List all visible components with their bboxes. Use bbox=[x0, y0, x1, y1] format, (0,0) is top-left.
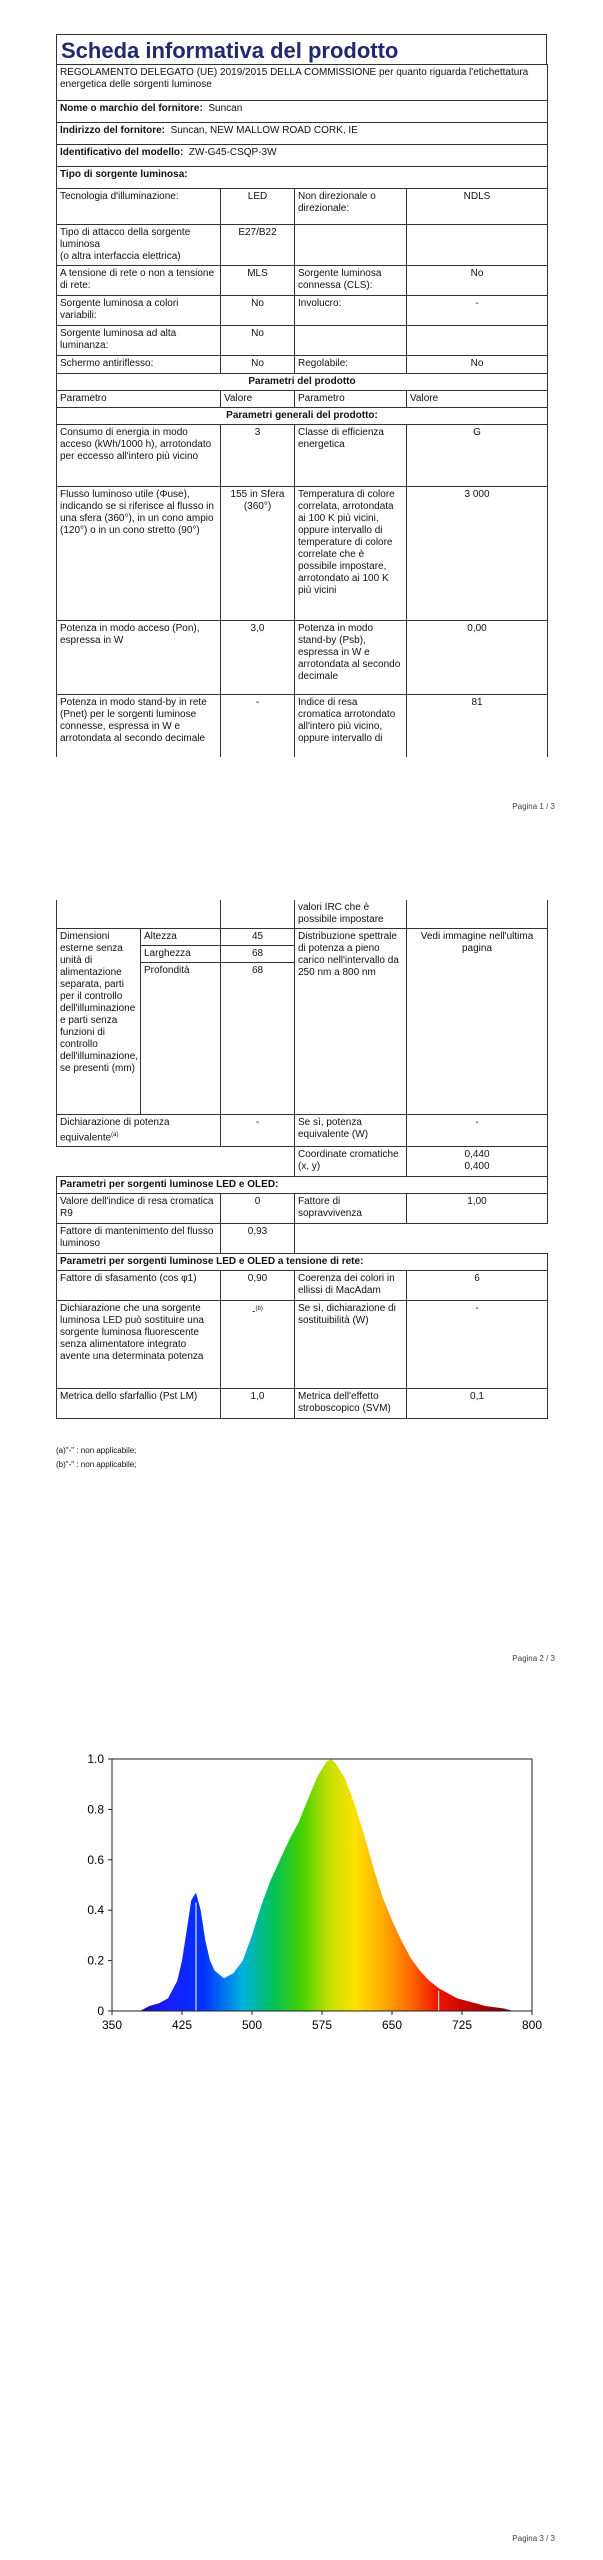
x-tick-label: 500 bbox=[241, 2018, 263, 2032]
chroma-cell bbox=[407, 1147, 548, 1177]
x-tick-label: 725 bbox=[451, 2018, 473, 2032]
retrofit-cell bbox=[221, 1301, 295, 1389]
maint-label: Fattore di mantenimento del flusso luminoso bbox=[57, 1224, 221, 1254]
spd-value: Vedi immagine nell'ultima pagina bbox=[407, 929, 548, 1115]
chroma-label: Coordinate cromatiche (x, y) bbox=[295, 1147, 407, 1177]
high-lum-value: No bbox=[221, 326, 295, 356]
dims-label: Dimensioni esterne senza unità di alimentazione separata, parti per il controllo dell'illuminazione e parti senza funzioni di controllo dell'illuminazione, se presenti (mm) bbox=[57, 929, 141, 1115]
eq-power-w-label: Se sì, potenza equivalente (W) bbox=[295, 1115, 407, 1147]
width-value: 68 bbox=[221, 946, 295, 963]
cct-value: 3 000 bbox=[407, 487, 548, 621]
cap-label: Tipo di attacco della sorgente luminosa bbox=[60, 227, 191, 250]
pst-label: Metrica dello sfarfallio (Pst LM) bbox=[57, 1389, 221, 1419]
footnote-a: (a)"-" : non applicabile; bbox=[56, 1446, 137, 1455]
high-lum-label: Sorgente luminosa ad alta luminanza: bbox=[57, 326, 221, 356]
page-2 bbox=[0, 886, 603, 1686]
model-row bbox=[57, 145, 548, 167]
chroma-y: 0,400 bbox=[464, 1161, 490, 1173]
address-row bbox=[57, 123, 548, 145]
antiglare-label: Schermo antiriflesso: bbox=[57, 356, 221, 374]
dir-label: Non direzionale o direzionale: bbox=[295, 189, 407, 225]
eq-power-value: - bbox=[221, 1115, 295, 1147]
r9-label: Valore dell'indice di resa cromatica R9 bbox=[57, 1194, 221, 1224]
product-info-table bbox=[56, 64, 548, 757]
supplier-row bbox=[57, 101, 548, 123]
eq-power-cell bbox=[57, 1115, 221, 1147]
cri-continued: valori IRC che è possibile impostare bbox=[295, 900, 407, 929]
eq-power-w-value: - bbox=[407, 1115, 548, 1147]
plot-area bbox=[112, 1759, 532, 2011]
x-tick-label: 425 bbox=[171, 2018, 193, 2032]
page-number: Pagina 3 / 3 bbox=[512, 2534, 555, 2543]
mains-value: MLS bbox=[221, 266, 295, 296]
colour-tunable-label: Sorgente luminosa a colori variabili: bbox=[57, 296, 221, 326]
pf-value: 0,90 bbox=[221, 1271, 295, 1301]
col-param-1: Parametro bbox=[57, 391, 221, 408]
macadam-value: 6 bbox=[407, 1271, 548, 1301]
cap-label-2: (o altra interfaccia elettrica) bbox=[60, 251, 181, 262]
y-tick-label: 0.2 bbox=[87, 1953, 104, 1968]
y-axis bbox=[87, 1752, 112, 2018]
cap-cell bbox=[57, 225, 221, 266]
page-title: Scheda informativa del prodotto bbox=[56, 34, 547, 64]
source-type-header: Tipo di sorgente luminosa: bbox=[57, 167, 548, 189]
product-info-table-cont bbox=[56, 900, 548, 1419]
page-1 bbox=[0, 0, 603, 820]
cls-label: Sorgente luminosa connessa (CLS): bbox=[295, 266, 407, 296]
eq-power-sup: (a) bbox=[111, 1132, 119, 1138]
svm-label: Metrica dell'effetto stroboscopico (SVM) bbox=[295, 1389, 407, 1419]
retrofit-sup: (b) bbox=[255, 1306, 263, 1313]
retrofit-label: Dichiarazione che una sorgente luminosa LED può sostituire una sorgente luminosa fluorescente senza alimentatore integrato avente una determinata potenza bbox=[57, 1301, 221, 1389]
macadam-label: Coerenza dei colori in ellissi di MacAdam bbox=[295, 1271, 407, 1301]
y-tick-label: 0.6 bbox=[87, 1852, 104, 1867]
x-tick-label: 575 bbox=[311, 2018, 333, 2032]
footnotes bbox=[56, 1444, 136, 1472]
flux-value: 155 in Sfera (360°) bbox=[221, 487, 295, 621]
r9-value: 0 bbox=[221, 1194, 295, 1224]
address-label: Indirizzo del fornitore: bbox=[60, 125, 165, 136]
led-header: Parametri per sorgenti luminose LED e OLED: bbox=[57, 1177, 548, 1194]
regulation-text: REGOLAMENTO DELEGATO (UE) 2019/2015 DELLA COMMISSIONE per quanto riguarda l'etichettatura energetica delle sorgenti luminose bbox=[57, 65, 548, 101]
chroma-x: 0,440 bbox=[464, 1149, 490, 1161]
envelope-label: Involucro: bbox=[295, 296, 407, 326]
page-number: Pagina 1 / 3 bbox=[512, 802, 555, 811]
eff-class-value: G bbox=[407, 425, 548, 487]
depth-value: 68 bbox=[221, 963, 295, 1115]
svm-value: 0,1 bbox=[407, 1389, 548, 1419]
x-tick-label: 800 bbox=[521, 2018, 543, 2032]
page-number: Pagina 2 / 3 bbox=[512, 1654, 555, 1663]
retrofit-value: - bbox=[252, 1306, 256, 1318]
cls-value: No bbox=[407, 266, 548, 296]
pon-label: Potenza in modo acceso (Pon), espressa in W bbox=[57, 621, 221, 695]
antiglare-value: No bbox=[221, 356, 295, 374]
model-label: Identificativo del modello: bbox=[60, 147, 184, 158]
col-param-2: Parametro bbox=[295, 391, 407, 408]
footnote-b: (b)"-" : non applicabile; bbox=[56, 1460, 137, 1469]
eq-power-label: Dichiarazione di potenza equivalente bbox=[60, 1117, 170, 1144]
supplier-value: Suncan bbox=[208, 103, 243, 114]
pon-value: 3,0 bbox=[221, 621, 295, 695]
colour-tunable-value: No bbox=[221, 296, 295, 326]
dimmable-label: Regolabile: bbox=[295, 356, 407, 374]
x-axis bbox=[102, 2011, 542, 2032]
col-value-1: Valore bbox=[221, 391, 295, 408]
address-value: Suncan, NEW MALLOW ROAD CORK, IE bbox=[170, 125, 358, 136]
x-tick-label: 650 bbox=[381, 2018, 403, 2032]
height-label: Altezza bbox=[141, 929, 221, 946]
psb-label: Potenza in modo stand-by (Psb), espressa in W e arrotondata al secondo decimale bbox=[295, 621, 407, 695]
mains-label: A tensione di rete o non a tensione di rete: bbox=[57, 266, 221, 296]
y-tick-label: 1.0 bbox=[87, 1752, 104, 1766]
pf-label: Fattore di sfasamento (cos φ1) bbox=[57, 1271, 221, 1301]
height-value: 45 bbox=[221, 929, 295, 946]
pnet-label: Potenza in modo stand-by in rete (Pnet) per le sorgenti luminose connesse, espressa in W e arrotondata al secondo decimale bbox=[57, 695, 221, 757]
y-tick-label: 0.4 bbox=[87, 1903, 104, 1918]
depth-label: Profondità bbox=[141, 963, 221, 1115]
y-tick-label: 0.8 bbox=[87, 1802, 104, 1817]
dir-value: NDLS bbox=[407, 189, 548, 225]
cap-value: E27/B22 bbox=[221, 225, 295, 266]
cct-label: Temperatura di colore correlata, arrotondata ai 100 K più vicini, oppure intervallo di temperature di colore correlate che è possibile impostare, arrotondato ai 100 K più vicini bbox=[295, 487, 407, 621]
maint-value: 0,93 bbox=[221, 1224, 295, 1254]
page-3 bbox=[0, 1686, 603, 2560]
spd-label: Distribuzione spettrale di potenza a pieno carico nell'intervallo da 250 nm a 800 nm bbox=[295, 929, 407, 1115]
cri-value: 81 bbox=[407, 695, 548, 757]
spectrum-chart bbox=[56, 1751, 543, 2051]
energy-value: 3 bbox=[221, 425, 295, 487]
eff-class-label: Classe di efficienza energetica bbox=[295, 425, 407, 487]
replace-label: Se sì, dichiarazione di sostituibilità (W) bbox=[295, 1301, 407, 1389]
replace-value: - bbox=[407, 1301, 548, 1389]
model-value: ZW-G45-CSQP-3W bbox=[188, 147, 277, 158]
mains-led-header: Parametri per sorgenti luminose LED e OLED a tensione di rete: bbox=[57, 1254, 548, 1271]
x-tick-label: 350 bbox=[101, 2018, 123, 2032]
survival-value: 1,00 bbox=[407, 1194, 548, 1224]
width-label: Larghezza bbox=[141, 946, 221, 963]
cri-label: Indice di resa cromatica arrotondato all'intero più vicino, oppure intervallo di bbox=[295, 695, 407, 757]
energy-label: Consumo di energia in modo acceso (kWh/1000 h), arrotondato per eccesso all'intero più vicino bbox=[57, 425, 221, 487]
survival-label: Fattore di sopravvivenza bbox=[295, 1194, 407, 1224]
flux-label: Flusso luminoso utile (Φuse), indicando se si riferisce al flusso in una sfera (360°), in un cono ampio (120°) o in un cono stretto (90°) bbox=[57, 487, 221, 621]
tech-value: LED bbox=[221, 189, 295, 225]
tech-label: Tecnologia d'illuminazione: bbox=[57, 189, 221, 225]
psb-value: 0,00 bbox=[407, 621, 548, 695]
y-tick-label: 0 bbox=[97, 2004, 104, 2018]
general-header: Parametri generali del prodotto: bbox=[57, 408, 548, 425]
envelope-value: - bbox=[407, 296, 548, 326]
pst-value: 1,0 bbox=[221, 1389, 295, 1419]
col-value-2: Valore bbox=[407, 391, 548, 408]
dimmable-value: No bbox=[407, 356, 548, 374]
pnet-value: - bbox=[221, 695, 295, 757]
params-header: Parametri del prodotto bbox=[57, 374, 548, 391]
supplier-label: Nome o marchio del fornitore: bbox=[60, 103, 203, 114]
